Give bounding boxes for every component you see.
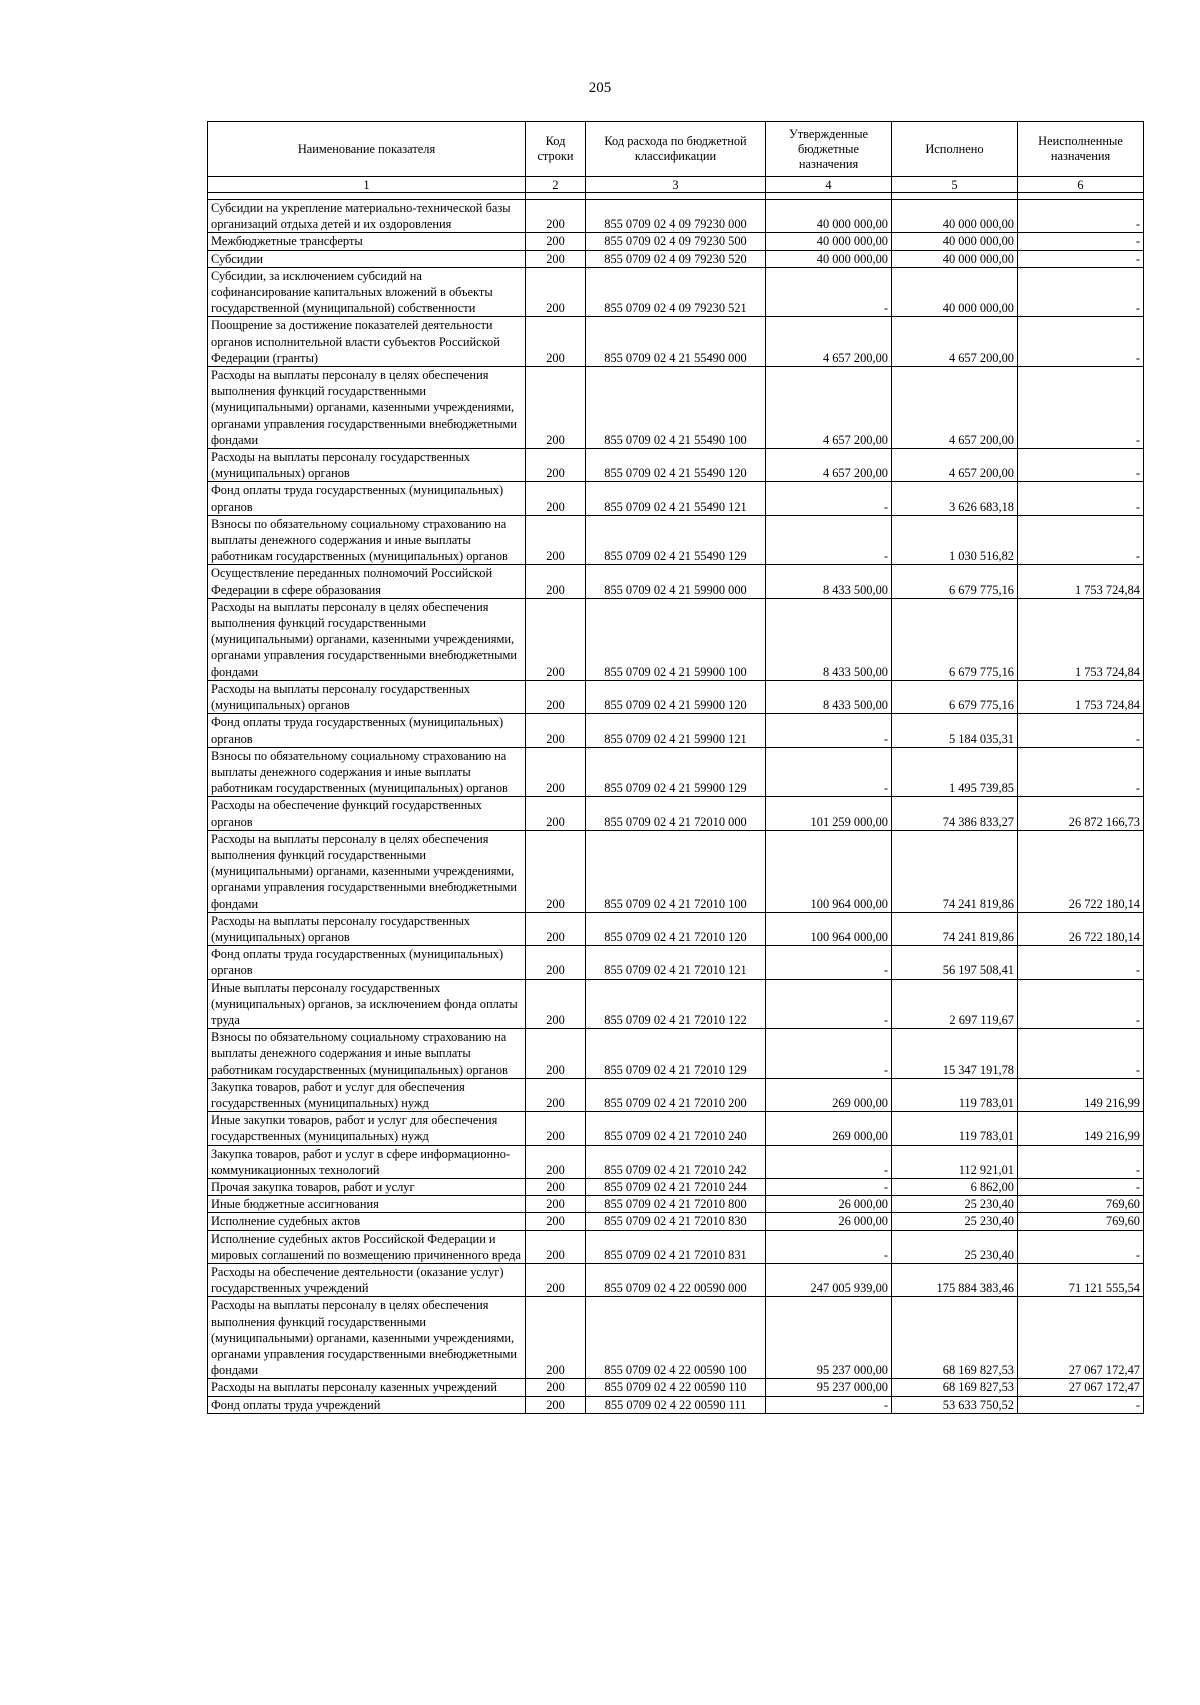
table-row [208,515,1144,565]
indicator-name-cell: Субсидии [208,250,526,267]
executed-amount-cell: 25 230,40 [892,1230,1018,1263]
unexecuted-amount-cell: 26 722 180,14 [1018,912,1144,945]
executed-amount-cell: 40 000 000,00 [892,267,1018,317]
budget-code-cell: 855 0709 02 4 21 72010 244 [586,1178,766,1195]
line-code-cell: 200 [526,1196,586,1213]
line-code-cell: 200 [526,979,586,1029]
unexecuted-amount-cell: - [1018,449,1144,482]
unexecuted-amount-cell: - [1018,515,1144,565]
budget-code-cell: 855 0709 02 4 22 00590 100 [586,1297,766,1379]
spacer-cell [1018,193,1144,200]
unexecuted-amount-cell: - [1018,747,1144,797]
header-number-1: 1 [208,177,526,193]
budget-code-cell: 855 0709 02 4 21 72010 800 [586,1196,766,1213]
executed-amount-cell: 53 633 750,52 [892,1396,1018,1413]
budget-code-cell: 855 0709 02 4 21 72010 122 [586,979,766,1029]
unexecuted-amount-cell: 149 216,99 [1018,1112,1144,1145]
approved-amount-cell: 101 259 000,00 [766,797,892,830]
budget-code-cell: 855 0709 02 4 22 00590 110 [586,1379,766,1396]
approved-amount-cell: 8 433 500,00 [766,598,892,680]
indicator-name-cell: Расходы на выплаты персоналу государственных (муниципальных) органов [208,680,526,713]
approved-amount-cell: - [766,946,892,979]
budget-code-cell: 855 0709 02 4 21 59900 121 [586,714,766,747]
table-row [208,1112,1144,1145]
executed-amount-cell: 40 000 000,00 [892,233,1018,250]
approved-amount-cell: 4 657 200,00 [766,367,892,449]
unexecuted-amount-cell: 1 753 724,84 [1018,565,1144,598]
executed-amount-cell: 119 783,01 [892,1078,1018,1111]
approved-amount-cell: 26 000,00 [766,1213,892,1230]
budget-code-cell: 855 0709 02 4 21 59900 120 [586,680,766,713]
table-row [208,267,1144,317]
budget-code-cell: 855 0709 02 4 09 79230 000 [586,200,766,233]
indicator-name-cell: Расходы на выплаты персоналу в целях обеспечения выполнения функций государственными (муниципальными) органами, казенными учреждениями, органами управления государственными внебюджетными фондами [208,598,526,680]
executed-amount-cell: 68 169 827,53 [892,1297,1018,1379]
approved-amount-cell: - [766,714,892,747]
table-row [208,317,1144,367]
indicator-name-cell: Расходы на выплаты персоналу в целях обеспечения выполнения функций государственными (муниципальными) органами, казенными учреждениями, органами управления государственными внебюджетными фондами [208,1297,526,1379]
header-indicator-name: Наименование показателя [208,122,526,177]
budget-code-cell: 855 0709 02 4 21 55490 100 [586,367,766,449]
line-code-cell: 200 [526,200,586,233]
executed-amount-cell: 25 230,40 [892,1196,1018,1213]
indicator-name-cell: Закупка товаров, работ и услуг для обеспечения государственных (муниципальных) нужд [208,1078,526,1111]
indicator-name-cell: Межбюджетные трансферты [208,233,526,250]
table-row [208,1078,1144,1111]
unexecuted-amount-cell: 26 722 180,14 [1018,830,1144,912]
indicator-name-cell: Расходы на выплаты персоналу государственных (муниципальных) органов [208,449,526,482]
budget-code-cell: 855 0709 02 4 09 79230 520 [586,250,766,267]
indicator-name-cell: Прочая закупка товаров, работ и услуг [208,1178,526,1195]
executed-amount-cell: 40 000 000,00 [892,200,1018,233]
executed-amount-cell: 112 921,01 [892,1145,1018,1178]
table-row [208,680,1144,713]
indicator-name-cell: Иные выплаты персоналу государственных (муниципальных) органов, за исключением фонда оплаты труда [208,979,526,1029]
budget-code-cell: 855 0709 02 4 21 72010 000 [586,797,766,830]
line-code-cell: 200 [526,1230,586,1263]
header-unexecuted: Неисполненные назначения [1018,122,1144,177]
executed-amount-cell: 4 657 200,00 [892,367,1018,449]
header-number-2: 2 [526,177,586,193]
line-code-cell: 200 [526,1029,586,1079]
indicator-name-cell: Поощрение за достижение показателей деятельности органов исполнительной власти субъектов Российской Федерации (гранты) [208,317,526,367]
line-code-cell: 200 [526,1145,586,1178]
approved-amount-cell: 40 000 000,00 [766,233,892,250]
line-code-cell: 200 [526,250,586,267]
table-row [208,1029,1144,1079]
executed-amount-cell: 2 697 119,67 [892,979,1018,1029]
budget-code-cell: 855 0709 02 4 21 72010 121 [586,946,766,979]
unexecuted-amount-cell: - [1018,200,1144,233]
line-code-cell: 200 [526,267,586,317]
approved-amount-cell: 4 657 200,00 [766,317,892,367]
budget-code-cell: 855 0709 02 4 21 72010 120 [586,912,766,945]
executed-amount-cell: 25 230,40 [892,1213,1018,1230]
indicator-name-cell: Исполнение судебных актов Российской Федерации и мировых соглашений по возмещению причиненного вреда [208,1230,526,1263]
indicator-name-cell: Расходы на выплаты персоналу в целях обеспечения выполнения функций государственными (муниципальными) органами, казенными учреждениями, органами управления государственными внебюджетными фондами [208,830,526,912]
executed-amount-cell: 40 000 000,00 [892,250,1018,267]
approved-amount-cell: 40 000 000,00 [766,200,892,233]
executed-amount-cell: 15 347 191,78 [892,1029,1018,1079]
unexecuted-amount-cell: 27 067 172,47 [1018,1379,1144,1396]
budget-code-cell: 855 0709 02 4 09 79230 500 [586,233,766,250]
executed-amount-cell: 5 184 035,31 [892,714,1018,747]
approved-amount-cell: 247 005 939,00 [766,1264,892,1297]
table-row [208,565,1144,598]
indicator-name-cell: Осуществление переданных полномочий Российской Федерации в сфере образования [208,565,526,598]
spacer-cell [586,193,766,200]
indicator-name-cell: Расходы на выплаты персоналу казенных учреждений [208,1379,526,1396]
approved-amount-cell: - [766,979,892,1029]
indicator-name-cell: Фонд оплаты труда государственных (муниципальных) органов [208,482,526,515]
approved-amount-cell: 4 657 200,00 [766,449,892,482]
unexecuted-amount-cell: - [1018,1029,1144,1079]
budget-code-cell: 855 0709 02 4 21 72010 100 [586,830,766,912]
indicator-name-cell: Фонд оплаты труда государственных (муниципальных) органов [208,946,526,979]
table-body [208,193,1144,1414]
approved-amount-cell: - [766,1178,892,1195]
table-row [208,1264,1144,1297]
unexecuted-amount-cell: 71 121 555,54 [1018,1264,1144,1297]
header-number-4: 4 [766,177,892,193]
spacer-cell [208,193,526,200]
header-approved: Утвержденные бюджетные назначения [766,122,892,177]
indicator-name-cell: Иные бюджетные ассигнования [208,1196,526,1213]
executed-amount-cell: 74 241 819,86 [892,830,1018,912]
table-row [208,367,1144,449]
approved-amount-cell: 8 433 500,00 [766,565,892,598]
line-code-cell: 200 [526,1178,586,1195]
line-code-cell: 200 [526,598,586,680]
executed-amount-cell: 74 241 819,86 [892,912,1018,945]
table-row [208,830,1144,912]
approved-amount-cell: 8 433 500,00 [766,680,892,713]
line-code-cell: 200 [526,1112,586,1145]
line-code-cell: 200 [526,946,586,979]
indicator-name-cell: Иные закупки товаров, работ и услуг для обеспечения государственных (муниципальных) нужд [208,1112,526,1145]
unexecuted-amount-cell: - [1018,1178,1144,1195]
table-row [208,200,1144,233]
unexecuted-amount-cell: 1 753 724,84 [1018,680,1144,713]
budget-code-cell: 855 0709 02 4 22 00590 111 [586,1396,766,1413]
budget-code-cell: 855 0709 02 4 21 72010 129 [586,1029,766,1079]
budget-code-cell: 855 0709 02 4 21 72010 242 [586,1145,766,1178]
unexecuted-amount-cell: 769,60 [1018,1213,1144,1230]
budget-code-cell: 855 0709 02 4 21 72010 830 [586,1213,766,1230]
unexecuted-amount-cell: - [1018,1230,1144,1263]
line-code-cell: 200 [526,1379,586,1396]
unexecuted-amount-cell: 769,60 [1018,1196,1144,1213]
table-row [208,1178,1144,1195]
indicator-name-cell: Исполнение судебных актов [208,1213,526,1230]
budget-code-cell: 855 0709 02 4 21 55490 121 [586,482,766,515]
unexecuted-amount-cell: - [1018,317,1144,367]
budget-code-cell: 855 0709 02 4 21 55490 129 [586,515,766,565]
line-code-cell: 200 [526,317,586,367]
table-row [208,747,1144,797]
line-code-cell: 200 [526,1078,586,1111]
indicator-name-cell: Фонд оплаты труда государственных (муниципальных) органов [208,714,526,747]
line-code-cell: 200 [526,1297,586,1379]
approved-amount-cell: - [766,1029,892,1079]
line-code-cell: 200 [526,1396,586,1413]
unexecuted-amount-cell: 1 753 724,84 [1018,598,1144,680]
executed-amount-cell: 74 386 833,27 [892,797,1018,830]
indicator-name-cell: Закупка товаров, работ и услуг в сфере информационно-коммуникационных технологий [208,1145,526,1178]
unexecuted-amount-cell: - [1018,1396,1144,1413]
approved-amount-cell: - [766,482,892,515]
unexecuted-amount-cell: - [1018,482,1144,515]
unexecuted-amount-cell: - [1018,979,1144,1029]
line-code-cell: 200 [526,747,586,797]
table-row [208,449,1144,482]
line-code-cell: 200 [526,830,586,912]
table-row [208,912,1144,945]
unexecuted-amount-cell: - [1018,714,1144,747]
budget-code-cell: 855 0709 02 4 21 55490 120 [586,449,766,482]
line-code-cell: 200 [526,233,586,250]
approved-amount-cell: 269 000,00 [766,1112,892,1145]
executed-amount-cell: 1 495 739,85 [892,747,1018,797]
executed-amount-cell: 6 679 775,16 [892,680,1018,713]
executed-amount-cell: 119 783,01 [892,1112,1018,1145]
indicator-name-cell: Расходы на выплаты персоналу в целях обеспечения выполнения функций государственными (муниципальными) органами, казенными учреждениями, органами управления государственными внебюджетными фондами [208,367,526,449]
line-code-cell: 200 [526,797,586,830]
budget-code-cell: 855 0709 02 4 21 72010 240 [586,1112,766,1145]
line-code-cell: 200 [526,367,586,449]
header-line-code: Код строки [526,122,586,177]
indicator-name-cell: Расходы на выплаты персоналу государственных (муниципальных) органов [208,912,526,945]
line-code-cell: 200 [526,482,586,515]
executed-amount-cell: 6 679 775,16 [892,565,1018,598]
table-row [208,233,1144,250]
table-row [208,1379,1144,1396]
budget-code-cell: 855 0709 02 4 21 59900 100 [586,598,766,680]
executed-amount-cell: 56 197 508,41 [892,946,1018,979]
table-row [208,1213,1144,1230]
table-row [208,979,1144,1029]
table-spacer-row [208,193,1144,200]
executed-amount-cell: 1 030 516,82 [892,515,1018,565]
approved-amount-cell: - [766,1145,892,1178]
budget-code-cell: 855 0709 02 4 21 72010 200 [586,1078,766,1111]
table-row [208,1396,1144,1413]
budget-code-cell: 855 0709 02 4 21 72010 831 [586,1230,766,1263]
line-code-cell: 200 [526,565,586,598]
spacer-cell [766,193,892,200]
approved-amount-cell: - [766,1230,892,1263]
page-number: 205 [588,80,612,96]
table-row [208,797,1144,830]
executed-amount-cell: 3 626 683,18 [892,482,1018,515]
table-row [208,1230,1144,1263]
table-row [208,250,1144,267]
indicator-name-cell: Взносы по обязательному социальному страхованию на выплаты денежного содержания и иные выплаты работникам государственных (муниципальных) органов [208,747,526,797]
executed-amount-cell: 4 657 200,00 [892,449,1018,482]
approved-amount-cell: 95 237 000,00 [766,1379,892,1396]
approved-amount-cell: 26 000,00 [766,1196,892,1213]
indicator-name-cell: Расходы на обеспечение деятельности (оказание услуг) государственных учреждений [208,1264,526,1297]
unexecuted-amount-cell: - [1018,233,1144,250]
approved-amount-cell: 269 000,00 [766,1078,892,1111]
approved-amount-cell: 100 964 000,00 [766,830,892,912]
indicator-name-cell: Взносы по обязательному социальному страхованию на выплаты денежного содержания и иные выплаты работникам государственных (муниципальных) органов [208,1029,526,1079]
line-code-cell: 200 [526,1213,586,1230]
line-code-cell: 200 [526,515,586,565]
line-code-cell: 200 [526,680,586,713]
spacer-cell [892,193,1018,200]
indicator-name-cell: Субсидии на укрепление материально-технической базы организаций отдыха детей и их оздоровления [208,200,526,233]
executed-amount-cell: 175 884 383,46 [892,1264,1018,1297]
executed-amount-cell: 4 657 200,00 [892,317,1018,367]
unexecuted-amount-cell: - [1018,367,1144,449]
header-number-6: 6 [1018,177,1144,193]
header-row [208,122,1144,177]
table-row [208,714,1144,747]
indicator-name-cell: Расходы на обеспечение функций государственных органов [208,797,526,830]
executed-amount-cell: 68 169 827,53 [892,1379,1018,1396]
indicator-name-cell: Субсидии, за исключением субсидий на софинансирование капитальных вложений в объекты государственной (муниципальной) собственности [208,267,526,317]
budget-code-cell: 855 0709 02 4 22 00590 000 [586,1264,766,1297]
table-row [208,1145,1144,1178]
budget-code-cell: 855 0709 02 4 21 55490 000 [586,317,766,367]
budget-code-cell: 855 0709 02 4 09 79230 521 [586,267,766,317]
line-code-cell: 200 [526,1264,586,1297]
approved-amount-cell: - [766,267,892,317]
unexecuted-amount-cell: 26 872 166,73 [1018,797,1144,830]
budget-execution-table [207,121,1144,1414]
approved-amount-cell: 100 964 000,00 [766,912,892,945]
unexecuted-amount-cell: 27 067 172,47 [1018,1297,1144,1379]
unexecuted-amount-cell: 149 216,99 [1018,1078,1144,1111]
header-number-row [208,177,1144,193]
approved-amount-cell: 40 000 000,00 [766,250,892,267]
unexecuted-amount-cell: - [1018,267,1144,317]
executed-amount-cell: 6 862,00 [892,1178,1018,1195]
table-row [208,482,1144,515]
header-number-5: 5 [892,177,1018,193]
spacer-cell [526,193,586,200]
line-code-cell: 200 [526,714,586,747]
unexecuted-amount-cell: - [1018,1145,1144,1178]
approved-amount-cell: - [766,515,892,565]
table-row [208,1196,1144,1213]
budget-code-cell: 855 0709 02 4 21 59900 000 [586,565,766,598]
approved-amount-cell: - [766,747,892,797]
executed-amount-cell: 6 679 775,16 [892,598,1018,680]
table-row [208,1297,1144,1379]
indicator-name-cell: Фонд оплаты труда учреждений [208,1396,526,1413]
line-code-cell: 200 [526,912,586,945]
budget-code-cell: 855 0709 02 4 21 59900 129 [586,747,766,797]
line-code-cell: 200 [526,449,586,482]
header-executed: Исполнено [892,122,1018,177]
approved-amount-cell: - [766,1396,892,1413]
table-header [208,122,1144,193]
table-row [208,946,1144,979]
table-row [208,598,1144,680]
approved-amount-cell: 95 237 000,00 [766,1297,892,1379]
unexecuted-amount-cell: - [1018,250,1144,267]
indicator-name-cell: Взносы по обязательному социальному страхованию на выплаты денежного содержания и иные выплаты работникам государственных (муниципальных) органов [208,515,526,565]
header-number-3: 3 [586,177,766,193]
unexecuted-amount-cell: - [1018,946,1144,979]
header-budget-code: Код расхода по бюджетной классификации [586,122,766,177]
